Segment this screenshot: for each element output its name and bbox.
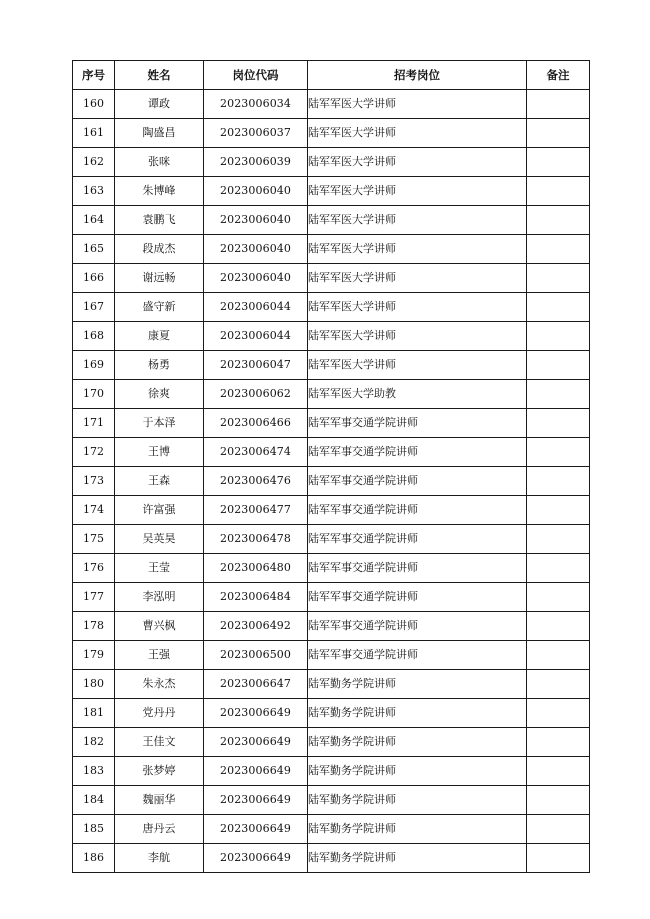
row-name: 张咪	[115, 148, 204, 177]
row-remarks	[527, 554, 590, 583]
row-index: 182	[73, 728, 115, 757]
row-index: 164	[73, 206, 115, 235]
row-index: 186	[73, 844, 115, 873]
row-remarks	[527, 844, 590, 873]
table-row	[73, 699, 590, 728]
row-remarks	[527, 641, 590, 670]
document-page	[72, 60, 589, 873]
table-row	[73, 670, 590, 699]
row-position-code: 2023006649	[204, 699, 308, 728]
row-index: 173	[73, 467, 115, 496]
row-name: 吴英昊	[115, 525, 204, 554]
row-remarks	[527, 438, 590, 467]
row-position-code: 2023006478	[204, 525, 308, 554]
row-index: 169	[73, 351, 115, 380]
table-row	[73, 177, 590, 206]
row-position-code: 2023006649	[204, 786, 308, 815]
row-position-code: 2023006649	[204, 815, 308, 844]
row-remarks	[527, 612, 590, 641]
row-position-code: 2023006044	[204, 322, 308, 351]
row-remarks	[527, 119, 590, 148]
row-remarks	[527, 670, 590, 699]
row-name: 朱博峰	[115, 177, 204, 206]
row-remarks	[527, 525, 590, 554]
row-index: 181	[73, 699, 115, 728]
row-name: 陶盛昌	[115, 119, 204, 148]
row-recruitment-post: 陆军军事交通学院讲师	[308, 612, 527, 641]
row-index: 172	[73, 438, 115, 467]
row-index: 174	[73, 496, 115, 525]
row-index: 166	[73, 264, 115, 293]
row-recruitment-post: 陆军勤务学院讲师	[308, 728, 527, 757]
row-recruitment-post: 陆军军医大学讲师	[308, 148, 527, 177]
row-name: 唐丹云	[115, 815, 204, 844]
table-row	[73, 293, 590, 322]
table-row	[73, 438, 590, 467]
table-row	[73, 467, 590, 496]
table-row	[73, 235, 590, 264]
row-recruitment-post: 陆军勤务学院讲师	[308, 815, 527, 844]
row-index: 165	[73, 235, 115, 264]
header-row	[73, 61, 590, 90]
row-position-code: 2023006044	[204, 293, 308, 322]
table-row	[73, 496, 590, 525]
row-position-code: 2023006480	[204, 554, 308, 583]
row-index: 185	[73, 815, 115, 844]
row-remarks	[527, 786, 590, 815]
row-remarks	[527, 177, 590, 206]
row-remarks	[527, 409, 590, 438]
table-row	[73, 554, 590, 583]
row-name: 谭政	[115, 90, 204, 119]
header-recruitment-post: 招考岗位	[308, 61, 527, 90]
row-name: 曹兴枫	[115, 612, 204, 641]
row-position-code: 2023006647	[204, 670, 308, 699]
row-recruitment-post: 陆军勤务学院讲师	[308, 786, 527, 815]
row-recruitment-post: 陆军军医大学讲师	[308, 264, 527, 293]
row-recruitment-post: 陆军军医大学讲师	[308, 206, 527, 235]
header-index: 序号	[73, 61, 115, 90]
row-recruitment-post: 陆军军事交通学院讲师	[308, 525, 527, 554]
row-recruitment-post: 陆军军医大学讲师	[308, 90, 527, 119]
row-remarks	[527, 699, 590, 728]
row-recruitment-post: 陆军军事交通学院讲师	[308, 641, 527, 670]
row-index: 170	[73, 380, 115, 409]
row-remarks	[527, 380, 590, 409]
row-recruitment-post: 陆军勤务学院讲师	[308, 757, 527, 786]
table-row	[73, 264, 590, 293]
row-position-code: 2023006474	[204, 438, 308, 467]
table-row	[73, 119, 590, 148]
row-recruitment-post: 陆军军事交通学院讲师	[308, 467, 527, 496]
row-position-code: 2023006039	[204, 148, 308, 177]
row-position-code: 2023006040	[204, 206, 308, 235]
table-row	[73, 351, 590, 380]
row-remarks	[527, 728, 590, 757]
row-position-code: 2023006040	[204, 235, 308, 264]
row-recruitment-post: 陆军军医大学讲师	[308, 235, 527, 264]
row-name: 盛守新	[115, 293, 204, 322]
row-index: 161	[73, 119, 115, 148]
table-row	[73, 583, 590, 612]
table-row	[73, 757, 590, 786]
row-recruitment-post: 陆军勤务学院讲师	[308, 670, 527, 699]
row-remarks	[527, 496, 590, 525]
row-index: 163	[73, 177, 115, 206]
table-row	[73, 815, 590, 844]
row-name: 李泓明	[115, 583, 204, 612]
candidate-table	[72, 60, 590, 873]
row-position-code: 2023006477	[204, 496, 308, 525]
row-index: 178	[73, 612, 115, 641]
row-remarks	[527, 757, 590, 786]
row-position-code: 2023006649	[204, 728, 308, 757]
row-remarks	[527, 583, 590, 612]
row-name: 段成杰	[115, 235, 204, 264]
row-remarks	[527, 351, 590, 380]
row-name: 康夏	[115, 322, 204, 351]
row-recruitment-post: 陆军军事交通学院讲师	[308, 496, 527, 525]
row-name: 李航	[115, 844, 204, 873]
row-remarks	[527, 148, 590, 177]
row-index: 180	[73, 670, 115, 699]
row-name: 于本泽	[115, 409, 204, 438]
table-row	[73, 844, 590, 873]
row-position-code: 2023006047	[204, 351, 308, 380]
row-index: 162	[73, 148, 115, 177]
row-position-code: 2023006034	[204, 90, 308, 119]
row-name: 袁鹏飞	[115, 206, 204, 235]
row-recruitment-post: 陆军军医大学讲师	[308, 177, 527, 206]
row-remarks	[527, 235, 590, 264]
row-position-code: 2023006040	[204, 264, 308, 293]
row-position-code: 2023006484	[204, 583, 308, 612]
row-name: 张梦婷	[115, 757, 204, 786]
row-recruitment-post: 陆军军医大学讲师	[308, 351, 527, 380]
row-recruitment-post: 陆军军事交通学院讲师	[308, 409, 527, 438]
table-row	[73, 612, 590, 641]
row-remarks	[527, 264, 590, 293]
table-row	[73, 90, 590, 119]
row-recruitment-post: 陆军军医大学讲师	[308, 322, 527, 351]
row-recruitment-post: 陆军军事交通学院讲师	[308, 554, 527, 583]
row-recruitment-post: 陆军军医大学助教	[308, 380, 527, 409]
header-remarks: 备注	[527, 61, 590, 90]
row-recruitment-post: 陆军军医大学讲师	[308, 119, 527, 148]
row-remarks	[527, 293, 590, 322]
table-row	[73, 786, 590, 815]
row-position-code: 2023006649	[204, 844, 308, 873]
row-remarks	[527, 90, 590, 119]
row-remarks	[527, 815, 590, 844]
row-name: 谢远畅	[115, 264, 204, 293]
row-recruitment-post: 陆军勤务学院讲师	[308, 844, 527, 873]
row-name: 王森	[115, 467, 204, 496]
row-index: 177	[73, 583, 115, 612]
row-recruitment-post: 陆军勤务学院讲师	[308, 699, 527, 728]
row-position-code: 2023006062	[204, 380, 308, 409]
row-position-code: 2023006040	[204, 177, 308, 206]
table-row	[73, 728, 590, 757]
row-position-code: 2023006466	[204, 409, 308, 438]
row-name: 徐爽	[115, 380, 204, 409]
row-index: 184	[73, 786, 115, 815]
row-name: 党丹丹	[115, 699, 204, 728]
row-remarks	[527, 206, 590, 235]
row-position-code: 2023006500	[204, 641, 308, 670]
row-name: 魏丽华	[115, 786, 204, 815]
row-index: 171	[73, 409, 115, 438]
table-row	[73, 206, 590, 235]
header-name: 姓名	[115, 61, 204, 90]
row-index: 167	[73, 293, 115, 322]
row-position-code: 2023006037	[204, 119, 308, 148]
row-position-code: 2023006476	[204, 467, 308, 496]
row-name: 杨勇	[115, 351, 204, 380]
row-position-code: 2023006492	[204, 612, 308, 641]
header-position-code: 岗位代码	[204, 61, 308, 90]
row-position-code: 2023006649	[204, 757, 308, 786]
row-index: 168	[73, 322, 115, 351]
row-index: 176	[73, 554, 115, 583]
row-name: 王莹	[115, 554, 204, 583]
row-index: 179	[73, 641, 115, 670]
table-row	[73, 380, 590, 409]
table-row	[73, 641, 590, 670]
table-row	[73, 525, 590, 554]
row-recruitment-post: 陆军军事交通学院讲师	[308, 438, 527, 467]
row-index: 160	[73, 90, 115, 119]
table-row	[73, 148, 590, 177]
row-index: 175	[73, 525, 115, 554]
row-name: 许富强	[115, 496, 204, 525]
row-name: 王强	[115, 641, 204, 670]
row-recruitment-post: 陆军军医大学讲师	[308, 293, 527, 322]
row-name: 王博	[115, 438, 204, 467]
row-name: 朱永杰	[115, 670, 204, 699]
table-body	[73, 90, 590, 873]
row-recruitment-post: 陆军军事交通学院讲师	[308, 583, 527, 612]
row-index: 183	[73, 757, 115, 786]
row-name: 王佳文	[115, 728, 204, 757]
row-remarks	[527, 322, 590, 351]
table-row	[73, 409, 590, 438]
table-row	[73, 322, 590, 351]
row-remarks	[527, 467, 590, 496]
